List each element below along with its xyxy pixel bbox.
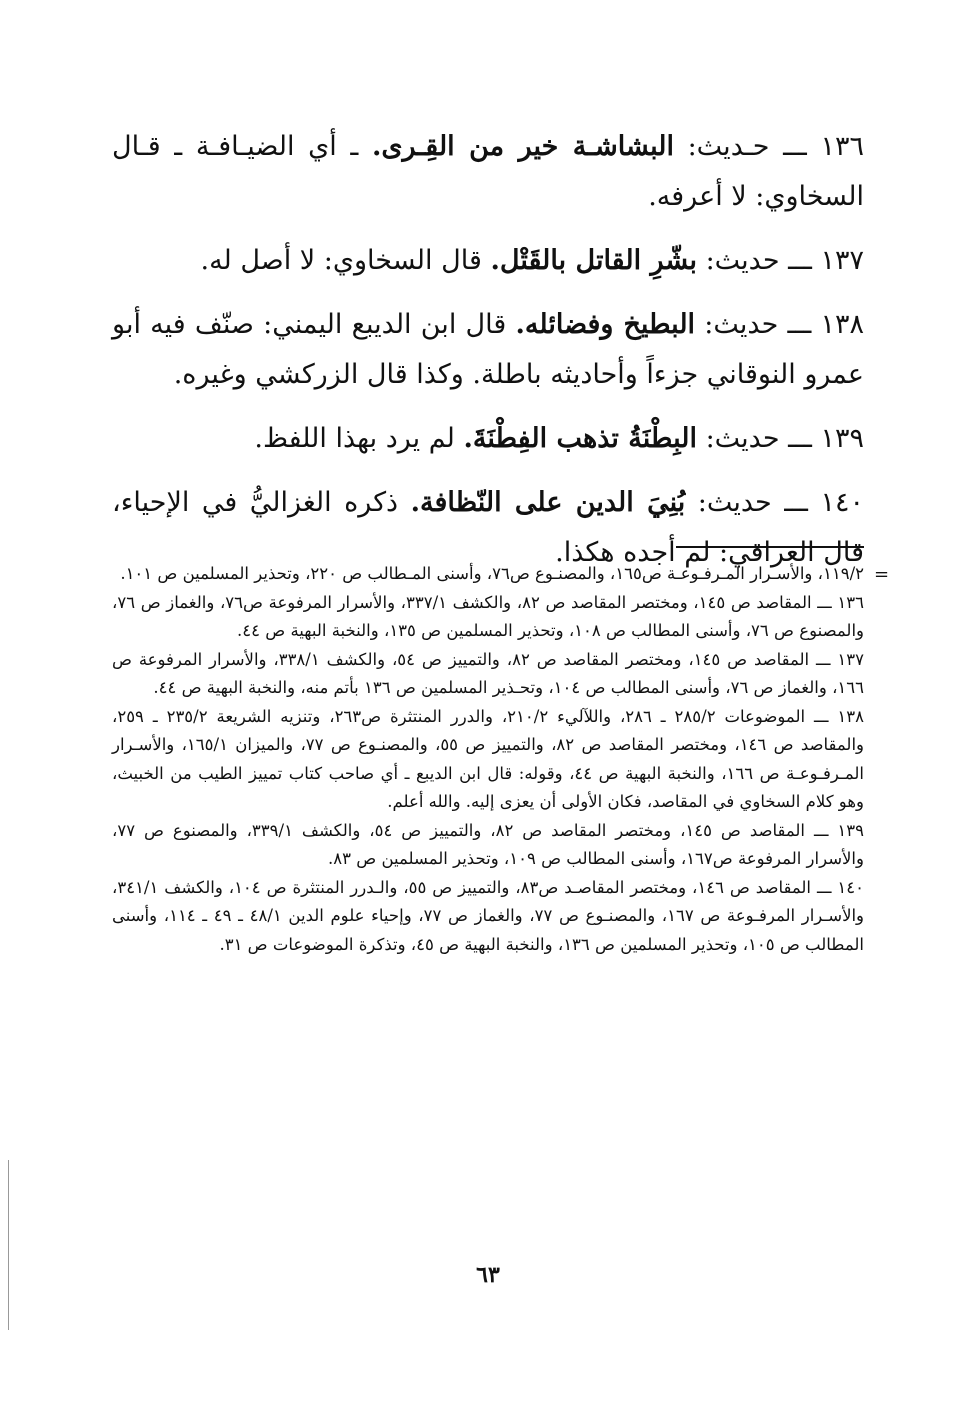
hadith-prefix: حديث: [705,245,780,276]
continued-mark: = [874,564,890,585]
footnote: ١٣٦ ـــ المقاصد ص ١٤٥، ومختصر المقاصد ص ٨٢، والكشف ٣٣٧/١، والأسرار المرفوعة ص٧٦، والغماز ص ٧٦، والمصنوع ص ٧٦، وأسنى المطالب ص ١٠٨، وتحذير المسلمين ص ١٣٥، والنخبة البهية ص ٤٤. [112,592,864,640]
hadith-number: ١٤٠ ـــ [784,487,864,518]
hadith-commentary: ذكره الغزاليُّ في الإحياء، قال العراقي: لم أجده هكذا. [112,487,864,568]
footnote-divider [676,546,864,548]
hadith-commentary: قال السخاوي: لا أصل له. [200,245,482,276]
hadith-prefix: حديث: [704,309,779,340]
hadith-text: بُنِيَ الدين على النّظافة. [410,487,686,518]
hadith-number: ١٣٦ ـــ [783,131,864,162]
hadith-number: ١٣٩ ـــ [788,423,864,454]
hadith-entry [112,414,864,464]
hadith-prefix: حديث: [697,487,772,518]
hadith-commentary: ـ أي الضيـافـة ـ قـال السخاوي: لا أعرفه. [112,131,864,212]
hadith-entry [112,300,864,400]
hadith-prefix: حـديث: [687,131,770,162]
hadith-commentary: قال ابن الديبع اليمني: صنّف فيه أبو عمرو النوقاني جزءاً وأحاديثه باطلة. وكذا قال الزركشي وغيره. [112,309,864,390]
footnote: ١٣٧ ـــ المقاصد ص ١٤٥، ومختصر المقاصد ص ٨٢، والتمييز ص ٥٤، والكشف ٣٣٨/١، والأسرار المرفوعة ص ١٦٦، والغماز ص ٧٦، وأسنى المطالب ص ١٠٤، وتحـذير المسلمين ص ١٣٦ بأتم منه، والنخبة البهية ص ٤٤. [112,649,864,697]
hadith-list [112,122,864,592]
hadith-entry [112,122,864,222]
scan-margin-line [8,1160,9,1330]
footnotes [112,560,864,959]
hadith-number: ١٣٨ ـــ [787,309,864,340]
hadith-number: ١٣٧ ـــ [788,245,864,276]
footnote: ١١٩/٢، والأسـرار المـرفـوعـة ص١٦٥، والمصنـوع ص٧٦، وأسنى المـطالب ص ٢٢٠، وتحذير المسلمين ص ١٠١. [120,564,864,583]
footnote: ١٣٨ ـــ الموضوعات ٢٨٥/٢ ـ ٢٨٦، واللآليء ٢١٠/٢، والدرر المنتثرة ص٢٦٣، وتنزيه الشريعة ٢٣٥/٢ ـ ٢٥٩، والمقاصد ص ١٤٦، ومختصر المقاصد ص ٨٢، والتمييز ص ٥٥، والمصنـوع ص ٧٧، والميزان ١٦٥/١، والأسـرار المـرفـوعـة ص ١٦٦، والنخبة البهية ص ٤٤، وقوله: قال ابن الديبع ـ أي صاحب كتاب تمييز الطيب من الخبيث، وهو كلام السخاوي في المقاصد، فكان الأولى أن يعزى إليه. والله أعلم. [112,706,865,811]
footnote: ١٤٠ ـــ المقاصد ص ١٤٦، ومختصر المقاصـد ص٨٣، والتمييز ص ٥٥، والـدرر المنتثرة ص ١٠٤، والكشف ٣٤١/١، والأسـرار المرفـوعة ص ١٦٧، والمصنـوع ص ٧٧، والغماز ص ٧٧، وإحياء علوم الدين ٤٨/١ ـ ٤٩ ـ ١١٤، وأسنى المطالب ص ١٠٥، وتحذير المسلمين ص ١٣٦، والنخبة البهية ص ٤٥، وتذكرة الموضوعات ص ٣١. [112,877,865,954]
hadith-entry [112,236,864,286]
hadith-commentary: لم يرد بهذا اللفظ. [254,423,455,454]
hadith-text: البطيخ وفضائله. [515,309,696,340]
hadith-prefix: حديث: [705,423,780,454]
footnote: ١٣٩ ـــ المقاصد ص ١٤٥، ومختصر المقاصد ص ٨٢، والتمييز ص ٥٤، والكشف ٣٣٩/١، والمصنوع ص ٧٧، والأسرار المرفوعة ص١٦٧، وأسنى المطالب ص ١٠٩، وتحذير المسلمين ص ٨٣. [112,820,864,868]
hadith-text: البِطْنَةُ تذهب الفِطْنَةَ. [463,423,697,454]
hadith-text: بشّرِ القاتل بالقَتْل. [490,245,697,276]
page-number: ٦٣ [476,1262,500,1288]
hadith-text: البشاشـة خير من القِـرى. [371,131,674,162]
